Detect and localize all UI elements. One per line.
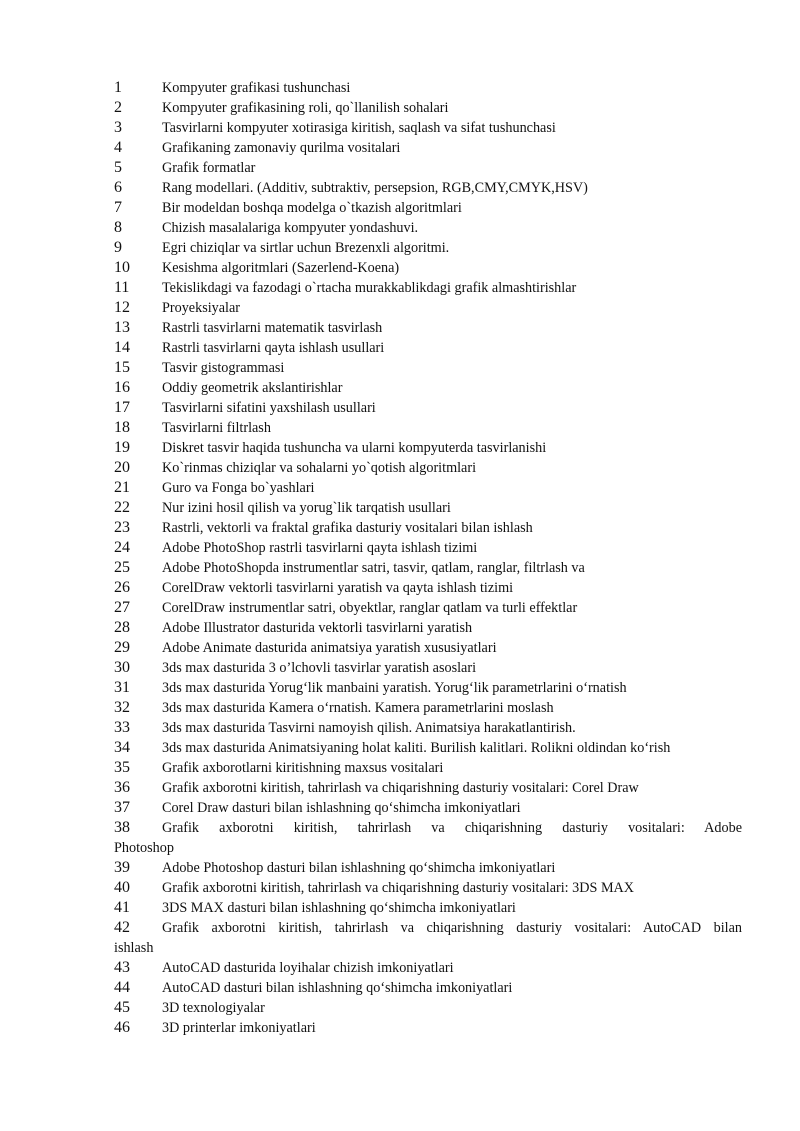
topic-item — [114, 378, 742, 398]
topic-item — [114, 438, 742, 458]
topic-number: 36 — [114, 779, 130, 796]
topic-text: Adobe Animate dasturida animatsiya yaratish xususiyatlari — [162, 640, 497, 656]
topic-number: 6 — [114, 179, 122, 196]
topic-number: 44 — [114, 979, 130, 996]
topic-number: 37 — [114, 799, 130, 816]
topic-item — [114, 338, 742, 358]
topic-number: 24 — [114, 539, 130, 556]
topic-text: Tekislikdagi va fazodagi o`rtacha murakkablikdagi grafik almashtirishlar — [162, 280, 577, 296]
topic-first-line — [114, 918, 742, 938]
topic-number: 20 — [114, 459, 130, 476]
topic-text: 3ds max dasturida 3 o’lchovli tasvirlar yaratish asoslari — [162, 660, 477, 676]
topic-item — [114, 558, 742, 578]
topic-number: 22 — [114, 499, 130, 516]
topic-text: Tasvirlarni kompyuter xotirasiga kiritish, saqlash va sifat tushunchasi — [162, 120, 556, 136]
topic-item — [114, 578, 742, 598]
topic-number: 7 — [114, 199, 122, 216]
topic-text: Rastrli tasvirlarni matematik tasvirlash — [162, 320, 383, 336]
topic-item — [114, 918, 742, 958]
topic-item — [114, 638, 742, 658]
topic-number: 25 — [114, 559, 130, 576]
topic-item — [114, 238, 742, 258]
topic-text: Grafik axborotni kiritish, tahrirlash va chiqarishning dasturiy vositalari: Corel Draw — [162, 780, 639, 796]
topic-item — [114, 798, 742, 818]
topic-text: 3DS MAX dasturi bilan ishlashning qo‘shimcha imkoniyatlari — [162, 900, 516, 916]
topic-item — [114, 738, 742, 758]
topic-item — [114, 498, 742, 518]
topic-number: 19 — [114, 439, 130, 456]
topic-number: 46 — [114, 1019, 130, 1036]
topic-number: 41 — [114, 899, 130, 916]
topic-number: 15 — [114, 359, 130, 376]
topic-text: Nur izini hosil qilish va yorug`lik tarqatish usullari — [162, 500, 451, 516]
topic-item — [114, 418, 742, 438]
topic-list — [114, 78, 742, 1038]
topic-item — [114, 138, 742, 158]
topic-item — [114, 458, 742, 478]
topic-text: 3ds max dasturida Tasvirni namoyish qilish. Animatsiya harakatlantirish. — [162, 720, 576, 736]
topic-item — [114, 118, 742, 138]
topic-item — [114, 958, 742, 978]
topic-number: 14 — [114, 339, 130, 356]
topic-text: Rang modellari. (Additiv, subtraktiv, persepsion, RGB,CMY,CMYK,HSV) — [162, 180, 588, 196]
topic-text: Kesishma algoritmlari (Sazerlend-Koena) — [162, 260, 400, 276]
topic-text: Kompyuter grafikasining roli, qo`llanilish sohalari — [162, 100, 449, 116]
topic-item — [114, 398, 742, 418]
topic-text: Adobe Photoshop dasturi bilan ishlashning qo‘shimcha imkoniyatlari — [162, 860, 556, 876]
topic-text: AutoCAD dasturida loyihalar chizish imkoniyatlari — [162, 960, 454, 976]
topic-item — [114, 598, 742, 618]
topic-number: 17 — [114, 399, 130, 416]
topic-text: Grafik axborotni kiritish, tahrirlash va chiqarishning dasturiy vositalari: AutoCAD bilan — [162, 920, 742, 936]
topic-item — [114, 998, 742, 1018]
topic-text: Grafikaning zamonaviy qurilma vositalari — [162, 140, 401, 156]
topic-item — [114, 698, 742, 718]
topic-text: Grafik axborotni kiritish, tahrirlash va chiqarishning dasturiy vositalari: 3DS MAX — [162, 880, 635, 896]
topic-number: 31 — [114, 679, 130, 696]
topic-number: 10 — [114, 259, 130, 276]
topic-text: Diskret tasvir haqida tushuncha va ularni kompyuterda tasvirlanishi — [162, 440, 547, 456]
topic-text: Tasvir gistogrammasi — [162, 360, 285, 376]
topic-number: 13 — [114, 319, 130, 336]
topic-item — [114, 218, 742, 238]
topic-text: Oddiy geometrik akslantirishlar — [162, 380, 343, 396]
topic-number: 27 — [114, 599, 130, 616]
topic-number: 26 — [114, 579, 130, 596]
topic-text: Tasvirlarni sifatini yaxshilash usullari — [162, 400, 376, 416]
topic-text: Grafik formatlar — [162, 160, 256, 176]
topic-text: Tasvirlarni filtrlash — [162, 420, 271, 436]
topic-text: Guro va Fonga bo`yashlari — [162, 480, 315, 496]
topic-item — [114, 618, 742, 638]
topic-text: 3ds max dasturida Yorug‘lik manbaini yaratish. Yorug‘lik parametrlarini o‘rnatish — [162, 680, 627, 696]
topic-number: 9 — [114, 239, 122, 256]
topic-item — [114, 478, 742, 498]
topic-text: 3D printerlar imkoniyatlari — [162, 1020, 316, 1036]
topic-text: Grafik axborotni kiritish, tahrirlash va chiqarishning dasturiy vositalari: Adobe — [162, 820, 742, 836]
topic-number: 3 — [114, 119, 122, 136]
topic-number: 32 — [114, 699, 130, 716]
topic-number: 42 — [114, 919, 130, 936]
topic-item — [114, 258, 742, 278]
topic-text: AutoCAD dasturi bilan ishlashning qo‘shimcha imkoniyatlari — [162, 980, 513, 996]
topic-number: 40 — [114, 879, 130, 896]
topic-text: Adobe Illustrator dasturida vektorli tasvirlarni yaratish — [162, 620, 473, 636]
topic-item — [114, 978, 742, 998]
topic-text: Rastrli, vektorli va fraktal grafika dasturiy vositalari bilan ishlash — [162, 520, 533, 536]
topic-item — [114, 718, 742, 738]
topic-item — [114, 778, 742, 798]
topic-number: 30 — [114, 659, 130, 676]
topic-text: Adobe PhotoShop rastrli tasvirlarni qayta ishlash tizimi — [162, 540, 478, 556]
topic-text: Bir modeldan boshqa modelga o`tkazish algoritmlari — [162, 200, 462, 216]
topic-item — [114, 878, 742, 898]
topic-text: Ko`rinmas chiziqlar va sohalarni yo`qotish algoritmlari — [162, 460, 477, 476]
topic-item — [114, 538, 742, 558]
topic-number: 4 — [114, 139, 122, 156]
topic-number: 12 — [114, 299, 130, 316]
topic-number: 1 — [114, 79, 122, 96]
topic-number: 21 — [114, 479, 130, 496]
topic-text: 3D texnologiyalar — [162, 1000, 265, 1016]
topic-item — [114, 898, 742, 918]
topic-number: 43 — [114, 959, 130, 976]
topic-item — [114, 318, 742, 338]
topic-number: 38 — [114, 819, 130, 836]
topic-text: Grafik axborotlarni kiritishning maxsus vositalari — [162, 760, 444, 776]
topic-text: 3ds max dasturida Animatsiyaning holat kaliti. Burilish kalitlari. Rolikni oldindan ko‘rish — [162, 740, 671, 756]
topic-text: Chizish masalalariga kompyuter yondashuvi. — [162, 220, 419, 236]
topic-number: 23 — [114, 519, 130, 536]
topic-item — [114, 278, 742, 298]
topic-number: 29 — [114, 639, 130, 656]
topic-item — [114, 358, 742, 378]
topic-item — [114, 678, 742, 698]
topic-number: 8 — [114, 219, 122, 236]
topic-item — [114, 518, 742, 538]
topic-text: Corel Draw dasturi bilan ishlashning qo‘shimcha imkoniyatlari — [162, 800, 521, 816]
topic-item — [114, 818, 742, 858]
topic-item — [114, 298, 742, 318]
topic-text: CorelDraw vektorli tasvirlarni yaratish va qayta ishlash tizimi — [162, 580, 514, 596]
topic-item — [114, 858, 742, 878]
topic-item — [114, 158, 742, 178]
topic-number: 11 — [114, 279, 130, 296]
topic-text: Rastrli tasvirlarni qayta ishlash usullari — [162, 340, 385, 356]
topic-continuation: ishlash — [114, 940, 154, 956]
topic-item — [114, 78, 742, 98]
topic-text: Adobe PhotoShopda instrumentlar satri, tasvir, qatlam, ranglar, filtrlash va — [162, 560, 585, 576]
topic-number: 45 — [114, 999, 130, 1016]
topic-continuation: Photoshop — [114, 840, 174, 856]
topic-item — [114, 178, 742, 198]
topic-number: 2 — [114, 99, 122, 116]
topic-number: 35 — [114, 759, 130, 776]
topic-number: 28 — [114, 619, 130, 636]
topic-number: 39 — [114, 859, 130, 876]
topic-text: Kompyuter grafikasi tushunchasi — [162, 80, 351, 96]
topic-first-line — [114, 818, 742, 838]
topic-number: 5 — [114, 159, 122, 176]
topic-text: CorelDraw instrumentlar satri, obyektlar, ranglar qatlam va turli effektlar — [162, 600, 578, 616]
topic-item — [114, 1018, 742, 1038]
topic-item — [114, 758, 742, 778]
topic-text: 3ds max dasturida Kamera o‘rnatish. Kamera parametrlarini moslash — [162, 700, 554, 716]
topic-number: 34 — [114, 739, 130, 756]
topic-item — [114, 98, 742, 118]
topic-number: 33 — [114, 719, 130, 736]
topic-item — [114, 198, 742, 218]
topic-text: Proyeksiyalar — [162, 300, 241, 316]
topic-text: Egri chiziqlar va sirtlar uchun Brezenxli algoritmi. — [162, 240, 450, 256]
topic-item — [114, 658, 742, 678]
topic-number: 16 — [114, 379, 130, 396]
topic-number: 18 — [114, 419, 130, 436]
